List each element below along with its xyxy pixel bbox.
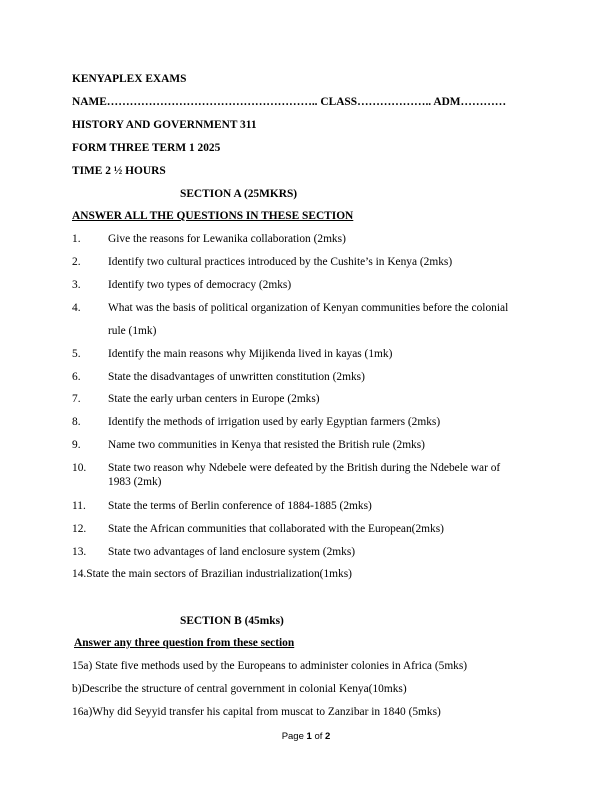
question-text-continued: 1983 (2mk) [108, 476, 162, 488]
question-number: 5. [72, 348, 81, 360]
section-b-instruction: Answer any three question from these section [74, 637, 295, 649]
question-text: State two reason why Ndebele were defeated by the British during the Ndebele war of [108, 462, 501, 474]
question-text: State two advantages of land enclosure system (2mks) [108, 546, 356, 558]
student-details-line: NAME……………………………………………….. CLASS……………….. ADM………… [72, 96, 507, 108]
question-number: 11. [72, 500, 86, 512]
question-16a: 16a)Why did Seyyid transfer his capital from muscat to Zanzibar in 1840 (5mks) [72, 706, 441, 718]
total-pages: 2 [325, 731, 331, 742]
question-text: Name two communities in Kenya that resisted the British rule (2mks) [108, 439, 425, 451]
question-number: 1. [72, 233, 81, 245]
section-a-title: SECTION A (25MKRS) [180, 188, 298, 200]
question-text: Identify the main reasons why Mijikenda lived in kayas (1mk) [108, 348, 393, 360]
school-name: KENYAPLEX EXAMS [72, 73, 187, 85]
question-text: What was the basis of political organization of Kenyan communities before the colonial [108, 302, 509, 314]
question-text: Identify the methods of irrigation used by early Egyptian farmers (2mks) [108, 416, 441, 428]
current-page: 1 [306, 731, 312, 742]
section-a-instruction: ANSWER ALL THE QUESTIONS IN THESE SECTION [72, 210, 354, 222]
exam-time: TIME 2 ½ HOURS [72, 165, 166, 177]
question-number: 6. [72, 371, 81, 383]
question-number: 2. [72, 256, 81, 268]
question-number: 12. [72, 523, 87, 535]
question-text: Give the reasons for Lewanika collaboration (2mks) [108, 233, 346, 245]
question-number: 3. [72, 279, 81, 291]
form-term: FORM THREE TERM 1 2025 [72, 142, 221, 154]
question-number: 9. [72, 439, 81, 451]
question-number: 10. [72, 462, 87, 474]
question-text: State the African communities that collaborated with the European(2mks) [108, 523, 444, 535]
section-b-title: SECTION B (45mks) [180, 615, 284, 627]
page-prefix: Page [281, 731, 307, 742]
question-number: 13. [72, 546, 87, 558]
question-text: State the early urban centers in Europe (2mks) [108, 393, 320, 405]
question-text: State the disadvantages of unwritten constitution (2mks) [108, 371, 365, 383]
question-number: 7. [72, 393, 81, 405]
question-15a: 15a) State five methods used by the Europeans to administer colonies in Africa (5mks) [72, 660, 468, 672]
question-number: 4. [72, 302, 81, 314]
question-text: State the terms of Berlin conference of 1884-1885 (2mks) [108, 500, 372, 512]
page-number [0, 731, 612, 742]
subject-title: HISTORY AND GOVERNMENT 311 [72, 119, 257, 131]
question-14: 14.State the main sectors of Brazilian industrialization(1mks) [72, 568, 352, 580]
question-text: Identify two types of democracy (2mks) [108, 279, 292, 291]
question-text-continued: rule (1mk) [108, 325, 157, 337]
question-text: Identify two cultural practices introduced by the Cushite’s in Kenya (2mks) [108, 256, 453, 268]
page-of: of [311, 731, 326, 742]
question-15b: b)Describe the structure of central government in colonial Kenya(10mks) [72, 683, 407, 695]
question-number: 8. [72, 416, 81, 428]
